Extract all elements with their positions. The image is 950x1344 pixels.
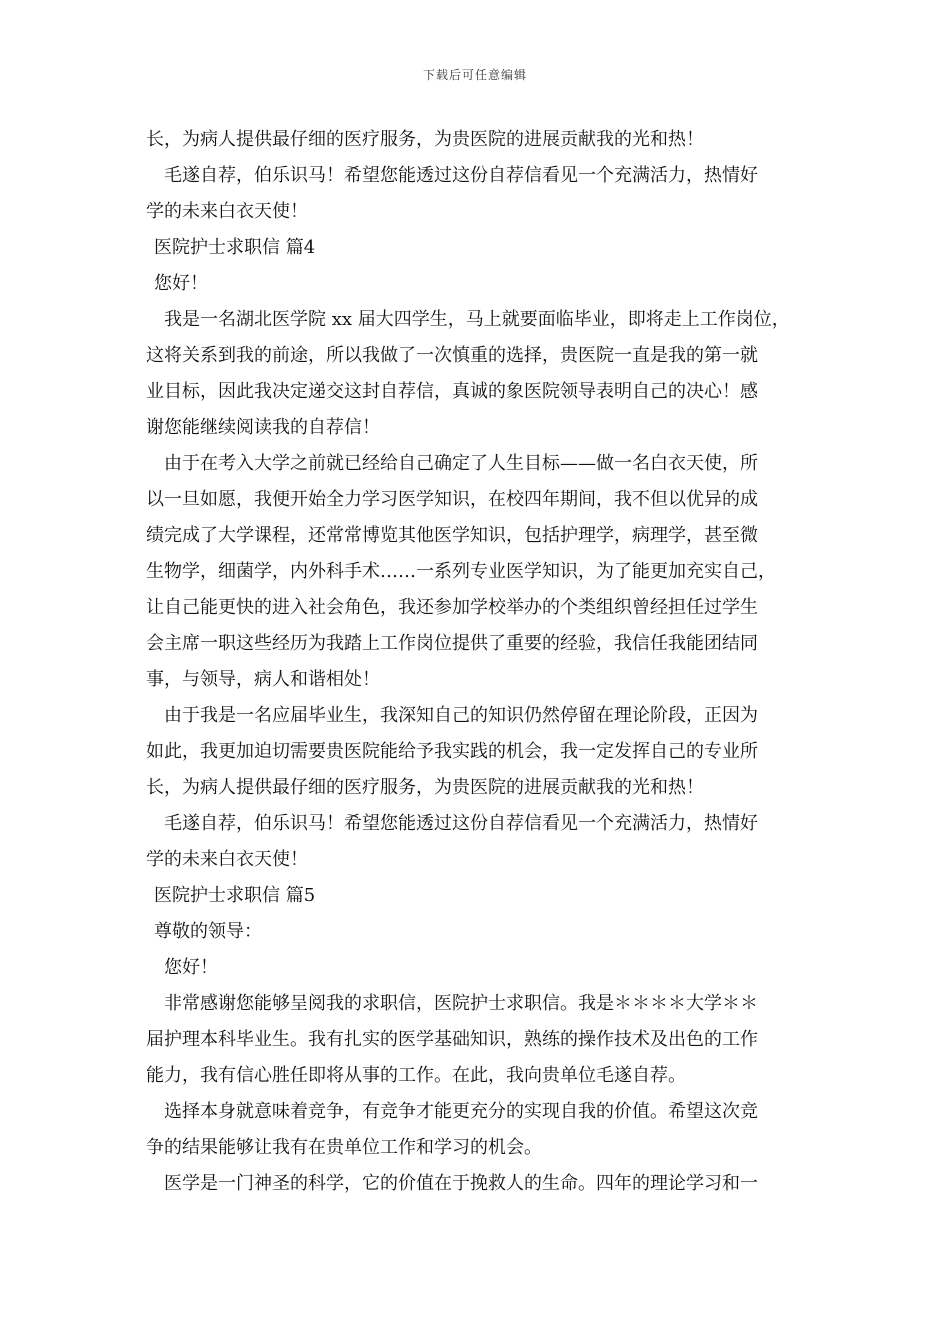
text-line: 业目标，因此我决定递交这封自荐信，真诚的象医院领导表明自己的决心！感: [146, 381, 758, 402]
page-header: 下载后可任意编辑: [422, 68, 527, 82]
text-line: 能力，我有信心胜任即将从事的工作。在此，我向贵单位毛遂自荐。: [146, 1065, 686, 1086]
text-line: 医院护士求职信 篇4: [154, 237, 316, 258]
text-line: 绩完成了大学课程，还常常博览其他医学知识，包括护理学，病理学，甚至微: [146, 525, 758, 546]
text-line: 毛遂自荐，伯乐识马！希望您能透过这份自荐信看见一个充满活力，热情好: [164, 165, 758, 186]
text-line: 尊敬的领导：: [154, 921, 262, 942]
text-line: 医学是一门神圣的科学，它的价值在于挽救人的生命。四年的理论学习和一: [164, 1173, 758, 1194]
text-line: 学的未来白衣天使！: [146, 201, 308, 222]
text-line: 选择本身就意味着竞争，有竞争才能更充分的实现自我的价值。希望这次竞: [164, 1101, 758, 1122]
text-line: 由于在考入大学之前就已经给自己确定了人生目标——做一名白衣天使，所: [164, 453, 758, 474]
text-line: 您好！: [154, 273, 208, 294]
text-line: 以一旦如愿，我便开始全力学习医学知识，在校四年期间，我不但以优异的成: [146, 489, 758, 510]
text-line: 如此，我更加迫切需要贵医院能给予我实践的机会，我一定发挥自己的专业所: [146, 741, 758, 762]
text-line: 我是一名湖北医学院 xx 届大四学生，马上就要面临毕业，即将走上工作岗位，: [164, 309, 790, 330]
text-line: 事，与领导，病人和谐相处！: [146, 669, 380, 690]
text-line: 长，为病人提供最仔细的医疗服务，为贵医院的进展贡献我的光和热！: [146, 129, 704, 150]
text-line: 谢您能继续阅读我的自荐信！: [146, 417, 380, 438]
text-line: 届护理本科毕业生。我有扎实的医学基础知识，熟练的操作技术及出色的工作: [146, 1029, 758, 1050]
document-body: [146, 122, 806, 1202]
text-line: 您好！: [164, 957, 218, 978]
text-line: 会主席一职这些经历为我踏上工作岗位提供了重要的经验，我信任我能团结同: [146, 633, 758, 654]
text-line: 非常感谢您能够呈阅我的求职信，医院护士求职信。我是＊＊＊＊大学＊＊: [164, 993, 758, 1014]
text-line: 由于我是一名应届毕业生，我深知自己的知识仍然停留在理论阶段，正因为: [164, 705, 758, 726]
text-line: 长，为病人提供最仔细的医疗服务，为贵医院的进展贡献我的光和热！: [146, 777, 704, 798]
text-line: 学的未来白衣天使！: [146, 849, 308, 870]
text-line: 生物学，细菌学，内外科手术……一系列专业医学知识，为了能更加充实自己，: [146, 561, 776, 582]
text-line: 让自己能更快的进入社会角色，我还参加学校举办的个类组织曾经担任过学生: [146, 597, 758, 618]
text-line: 毛遂自荐，伯乐识马！希望您能透过这份自荐信看见一个充满活力，热情好: [164, 813, 758, 834]
text-line: 医院护士求职信 篇5: [154, 885, 316, 906]
text-line: 这将关系到我的前途，所以我做了一次慎重的选择，贵医院一直是我的第一就: [146, 345, 758, 366]
text-line: 争的结果能够让我有在贵单位工作和学习的机会。: [146, 1137, 542, 1158]
